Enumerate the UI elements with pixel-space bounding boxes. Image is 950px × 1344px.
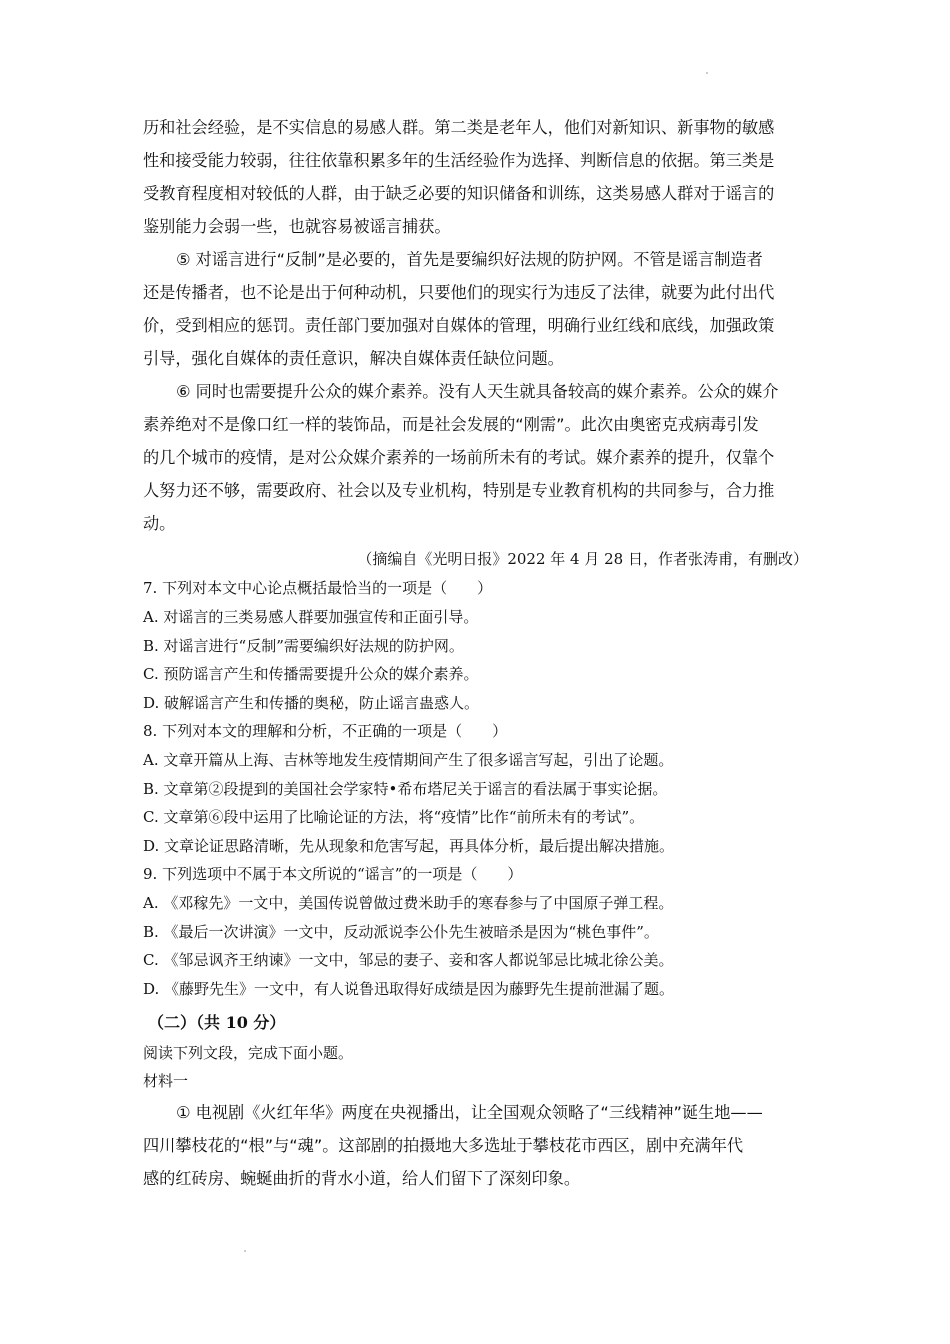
question-9-option-b[interactable]: B. 《最后一次讲演》一文中，反动派说李公仆先生被暗杀是因为“桃色事件”。 — [143, 923, 659, 941]
text-line: 受教育程度相对较低的人群，由于缺乏必要的知识储备和训练，这类易感人群对于谣言的 — [143, 184, 775, 203]
question-7-stem: 7. 下列对本文中心论点概括最恰当的一项是（ ） — [143, 579, 493, 597]
text-line: 性和接受能力较弱，往往依靠积累多年的生活经验作为选择、判断信息的依据。第三类是 — [143, 151, 775, 170]
question-9-option-d[interactable]: D. 《藤野先生》一文中，有人说鲁迅取得好成绩是因为藤野先生提前泄漏了题。 — [143, 980, 675, 998]
question-8-option-a[interactable]: A. 文章开篇从上海、吉林等地发生疫情期间产生了很多谣言写起，引出了论题。 — [143, 751, 674, 769]
text-line: 感的红砖房、蜿蜒曲折的背水小道，给人们留下了深刻印象。 — [143, 1169, 581, 1188]
passage-source: （摘编自《光明日报》2022 年 4 月 28 日，作者张涛甫，有删改） — [357, 550, 808, 568]
text-line: 四川攀枝花的“根”与“魂”。这部剧的拍摄地大多选址于攀枝花市西区，剧中充满年代 — [143, 1136, 744, 1155]
material-paragraph-1 — [143, 1096, 803, 1195]
question-7-option-a[interactable]: A. 对谣言的三类易感人群要加强宣传和正面引导。 — [143, 608, 479, 626]
question-8-option-b[interactable]: B. 文章第②段提到的美国社会学家特•希布塔尼关于谣言的看法属于事实论据。 — [143, 780, 668, 798]
text-line: 引导，强化自媒体的责任意识，解决自媒体责任缺位问题。 — [143, 349, 564, 368]
scan-mark — [244, 1250, 246, 1252]
question-9-stem: 9. 下列选项中不属于本文所说的“谣言”的一项是（ ） — [143, 865, 523, 883]
question-8-option-c[interactable]: C. 文章第⑥段中运用了比喻论证的方法，将“疫情”比作“前所未有的考试”。 — [143, 808, 645, 826]
text-line: 的几个城市的疫情，是对公众媒介素养的一场前所未有的考试。媒介素养的提升，仅靠个 — [143, 448, 775, 467]
text-line: ⑤ 对谣言进行“反制”是必要的，首先是要编织好法规的防护网。不管是谣言制造者 — [176, 250, 763, 269]
passage-paragraph-5 — [143, 243, 803, 375]
question-8-stem: 8. 下列对本文的理解和分析，不正确的一项是（ ） — [143, 722, 508, 740]
question-9-option-a[interactable]: A. 《邓稼先》一文中，美国传说曾做过费米助手的寒春参与了中国原子弹工程。 — [143, 894, 674, 912]
text-line: ⑥ 同时也需要提升公众的媒介素养。没有人天生就具备较高的媒介素养。公众的媒介 — [176, 382, 779, 401]
text-line: ① 电视剧《火红年华》两度在央视播出，让全国观众领略了“三线精神”诞生地—— — [176, 1103, 763, 1122]
passage-paragraph-intro — [143, 111, 803, 243]
question-7-option-c[interactable]: C. 预防谣言产生和传播需要提升公众的媒介素养。 — [143, 665, 479, 683]
text-line: 还是传播者，也不论是出于何种动机，只要他们的现实行为违反了法律，就要为此付出代 — [143, 283, 775, 302]
material-label: 材料一 — [143, 1072, 189, 1090]
section-instruction: 阅读下列文段，完成下面小题。 — [143, 1044, 354, 1062]
question-7-option-b[interactable]: B. 对谣言进行“反制”需要编织好法规的防护网。 — [143, 637, 464, 655]
text-line: 素养绝对不是像口红一样的装饰品，而是社会发展的“刚需”。此次由奥密克戎病毒引发 — [143, 415, 759, 434]
scan-mark — [706, 72, 708, 74]
question-7-option-d[interactable]: D. 破解谣言产生和传播的奥秘，防止谣言蛊惑人。 — [143, 694, 480, 712]
text-line: 人努力还不够，需要政府、社会以及专业机构，特别是专业教育机构的共同参与，合力推 — [143, 481, 775, 500]
text-line: 历和社会经验，是不实信息的易感人群。第二类是老年人，他们对新知识、新事物的敏感 — [143, 118, 775, 137]
question-9-option-c[interactable]: C. 《邹忌讽齐王纳谏》一文中，邹忌的妻子、妾和客人都说邹忌比城北徐公美。 — [143, 951, 674, 969]
text-line: 动。 — [143, 514, 176, 533]
text-line: 鉴别能力会弱一些，也就容易被谣言捕获。 — [143, 217, 451, 236]
section-heading: （二）（共 10 分） — [148, 1013, 286, 1032]
text-line: 价，受到相应的惩罚。责任部门要加强对自媒体的管理，明确行业红线和底线，加强政策 — [143, 316, 775, 335]
passage-paragraph-6 — [143, 375, 803, 540]
question-8-option-d[interactable]: D. 文章论证思路清晰，先从现象和危害写起，再具体分析，最后提出解决措施。 — [143, 837, 675, 855]
